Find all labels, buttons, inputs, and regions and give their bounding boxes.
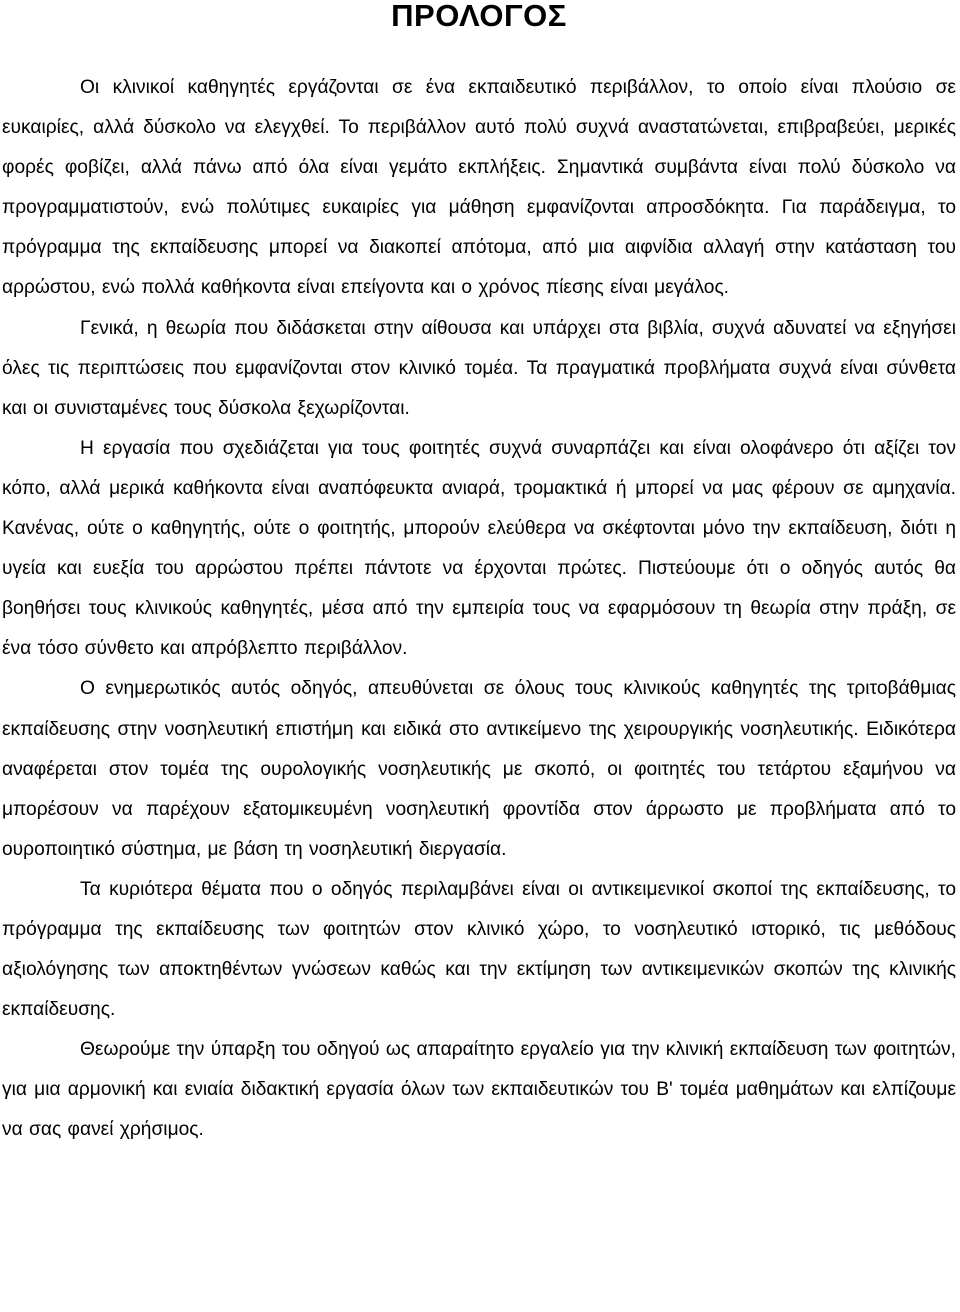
paragraph-3: Η εργασία που σχεδιάζεται για τους φοιτητές συχνά συναρπάζει και είναι ολοφάνερο ότι αξίζει τον κόπο, αλλά μερικά καθήκοντα είναι αναπόφευκτα ανιαρά, τρομακτικά ή μπορεί να μας φέρουν σε αμηχανία. Κανένας, ούτε ο καθηγητής, ούτε ο φοιτητής, μπορούν ελεύθερα να σκέφτονται μόνο την εκπαίδευση, διότι η υγεία και ευεξία του αρρώστου πρέπει πάντοτε να έρχονται πρώτες. Πιστεύουμε ότι ο οδηγός αυτός θα βοηθήσει τους κλινικούς καθηγητές, μέσα από την εμπειρία τους να εφαρμόσουν τη θεωρία στην πράξη, σε ένα τόσο σύνθετο και απρόβλεπτο περιβάλλον. [2, 437, 956, 660]
paragraph-4: Ο ενημερωτικός αυτός οδηγός, απευθύνεται σε όλους τους κλινικούς καθηγητές της τριτοβάθμιας εκπαίδευσης στην νοσηλευτική επιστήμη και ειδικά στο αντικείμενο της χειρουργικής νοσηλευτικής. Ειδικότερα αναφέρεται στον τομέα της ουρολογικής νοσηλευτικής με σκοπό, οι φοιτητές του τετάρτου εξαμήνου να μπορέσουν να παρέχουν εξατομικευμένη νοσηλευτική φροντίδα στον άρρωστο με προβλήματα από το ουροποιητικό σύστημα, με βάση τη νοσηλευτική διεργασία. [2, 678, 956, 860]
paragraph-2: Γενικά, η θεωρία που διδάσκεται στην αίθουσα και υπάρχει στα βιβλία, συχνά αδυνατεί να εξηγήσει όλες τις περιπτώσεις που εμφανίζονται στον κλινικό τομέα. Τα πραγματικά προβλήματα συχνά είναι σύνθετα και οι συνισταμένες τους δύσκολα ξεχωρίζονται. [2, 317, 956, 419]
page-title: ΠΡΟΛΟΓΟΣ [391, 0, 567, 33]
paragraph-1: Οι κλινικοί καθηγητές εργάζονται σε ένα εκπαιδευτικό περιβάλλον, το οποίο είναι πλούσιο σε ευκαιρίες, αλλά δύσκολο να ελεγχθεί. Το περιβάλλον αυτό πολύ συχνά αναστατώνεται, επιβραβεύει, μερικές φορές φοβίζει, αλλά πάνω από όλα είναι γεμάτο εκπλήξεις. Σημαντικά συμβάντα είναι πολύ δύσκολο να προγραμματιστούν, ενώ πολύτιμες ευκαιρίες για μάθηση εμφανίζονται απροσδόκητα. Για παράδειγμα, το πρόγραμμα της εκπαίδευσης μπορεί να διακοπεί απότομα, από μια αιφνίδια αλλαγή στην κατάσταση του αρρώστου, ενώ πολλά καθήκοντα είναι επείγοντα και ο χρόνος πίεσης είναι μεγάλος. [2, 77, 956, 299]
paragraph-6: Θεωρούμε την ύπαρξη του οδηγού ως απαραίτητο εργαλείο για την κλινική εκπαίδευση των φοιτητών, για μια αρμονική και ενιαία διδακτική εργασία όλων των εκπαιδευτικών του Β' τομέα μαθημάτων και ελπίζουμε να σας φανεί χρήσιμος. [2, 1039, 956, 1141]
paragraph-5: Τα κυριότερα θέματα που ο οδηγός περιλαμβάνει είναι οι αντικειμενικοί σκοποί της εκπαίδευσης, το πρόγραμμα της εκπαίδευσης των φοιτητών στον κλινικό χώρο, το νοσηλευτικό ιστορικό, τις μεθόδους αξιολόγησης των αποκτηθέντων γνώσεων καθώς και την εκτίμηση των αντικειμενικών σκοπών της κλινικής εκπαίδευσης. [2, 878, 956, 1021]
